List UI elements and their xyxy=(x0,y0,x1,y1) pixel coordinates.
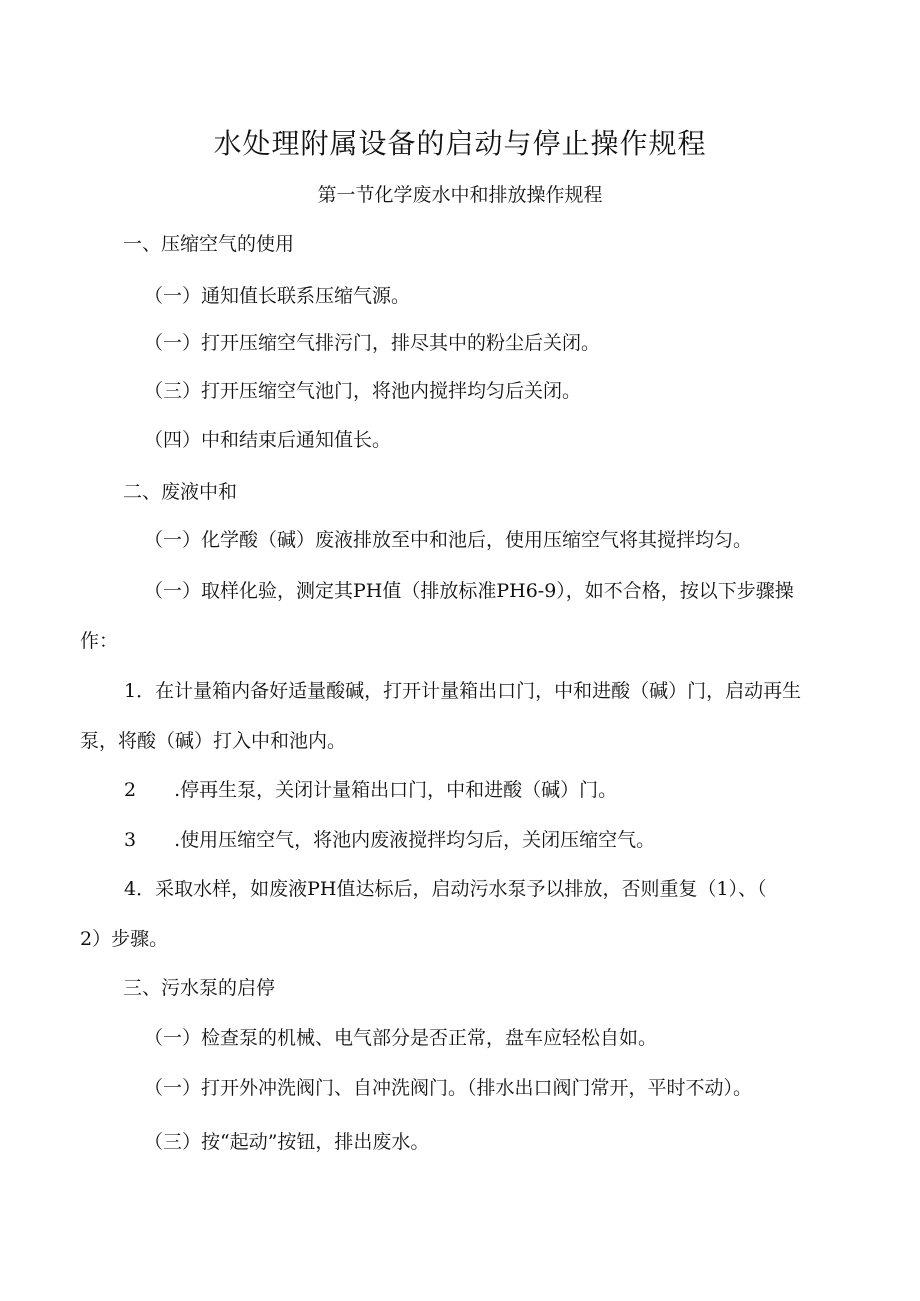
numbered-step: 3 .使用压缩空气，将池内废液搅拌均匀后，关闭压缩空气。 xyxy=(124,829,656,851)
step-item: （一）化学酸（碱）废液排放至中和池后，使用压缩空气将其搅拌均匀。 xyxy=(144,529,753,551)
section-heading: 第一节化学废水中和排放操作规程 xyxy=(317,184,603,206)
numbered-step-continuation: 2）步骤。 xyxy=(80,928,169,950)
step-item: （一）检查泵的机械、电气部分是否正常，盘车应轻松自如。 xyxy=(144,1027,658,1049)
step-item: （一）打开外冲洗阀门、自冲洗阀门。（排水出口阀门常开，平时不动）。 xyxy=(144,1077,753,1099)
subsection-heading: 三、污水泵的启停 xyxy=(123,977,276,999)
numbered-step: 2 .停再生泵，关闭计量箱出口门，中和进酸（碱）门。 xyxy=(124,779,618,801)
step-item: （四）中和结束后通知值长。 xyxy=(144,429,392,451)
step-item: （一）打开压缩空气排污门，排尽其中的粉尘后关闭。 xyxy=(144,332,601,354)
subsection-heading: 二、废液中和 xyxy=(123,481,238,503)
step-item: （一）通知值长联系压缩气源。 xyxy=(144,285,411,307)
numbered-step: 1．在计量箱内备好适量酸碱，打开计量箱出口门，中和进酸（碱）门，启动再生 xyxy=(124,680,802,702)
step-item-continuation: 作： xyxy=(80,630,119,652)
step-item: （三）按“起动”按钮，排出废水。 xyxy=(144,1131,430,1153)
document-title: 水处理附属设备的启动与停止操作规程 xyxy=(213,127,707,160)
numbered-step-continuation: 泵，将酸（碱）打入中和池内。 xyxy=(80,730,347,752)
step-item: （三）打开压缩空气池门，将池内搅拌均匀后关闭。 xyxy=(144,380,582,402)
step-item: （一）取样化验，测定其PH值（排放标准PH6-9），如不合格，按以下步骤操 xyxy=(144,580,794,602)
subsection-heading: 一、压缩空气的使用 xyxy=(123,233,295,255)
numbered-step: 4．采取水样，如废液PH值达标后，启动污水泵予以排放，否则重复（1）、（ xyxy=(124,878,767,900)
